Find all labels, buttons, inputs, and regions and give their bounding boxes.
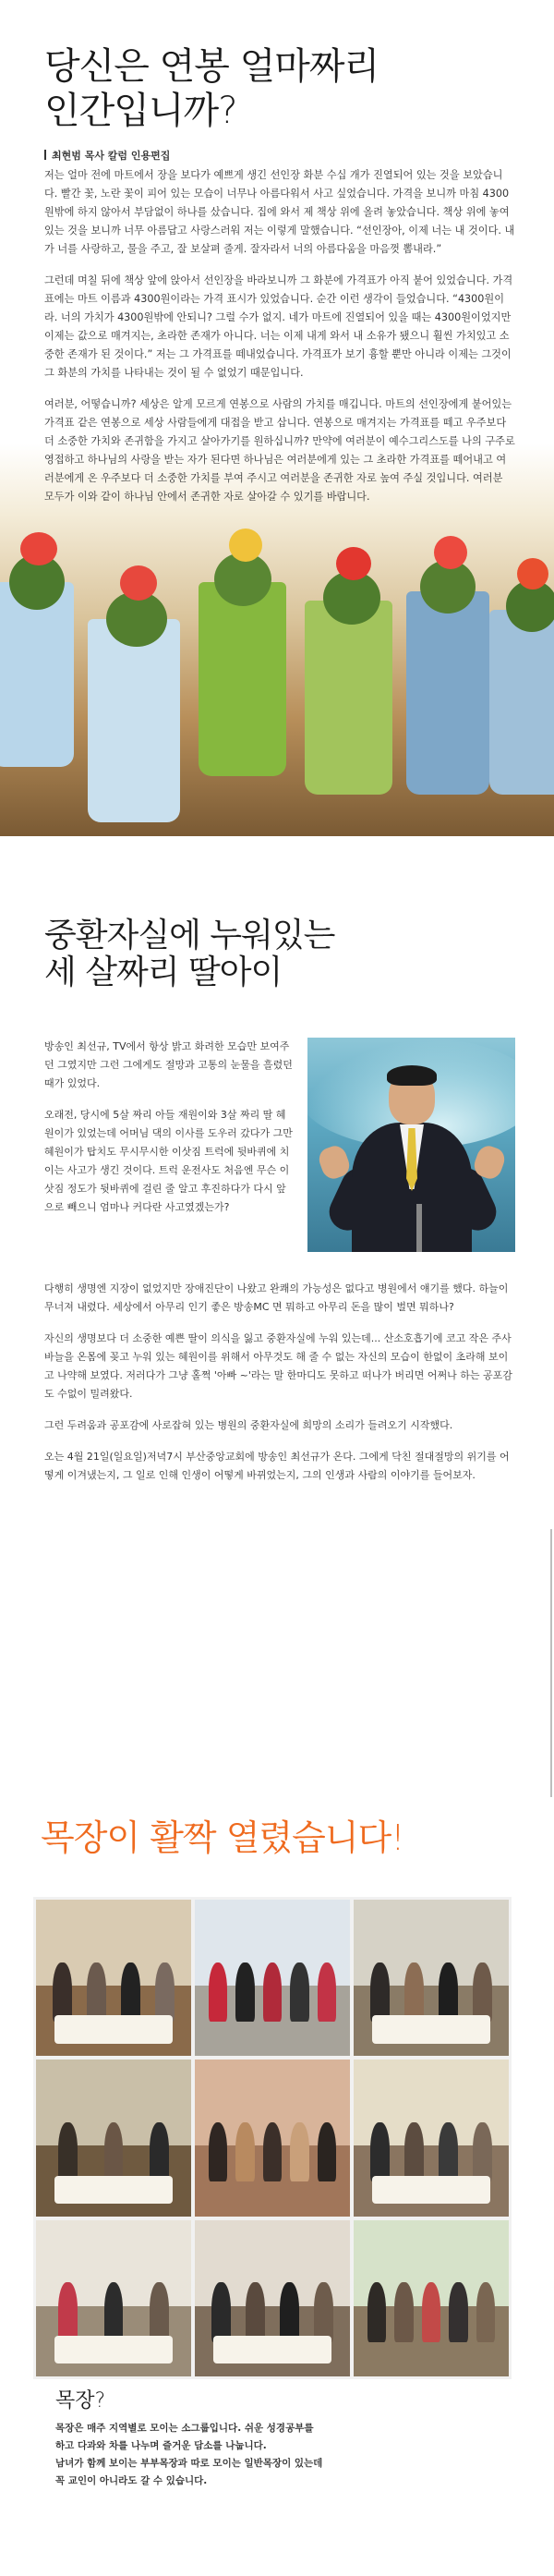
article1-paragraph: 여러분, 어떻습니까? 세상은 알게 모르게 연봉으로 사람의 가치를 매깁니다. 마트의 선인장에게 붙어있는 가격표 같은 연봉으로 세상 사람들에게 대접을 받고 삽니다. 연봉으로 매겨지는 가격표를 떼고 우주보다 더 소중한 가치와 존귀함을 가지고 살아가기를 원하십니까? 만약에 여러분이 예수그리스도를 나의 구주로 영접하고 하나님의 사랑을 받는 자가 된다면 하나님은 여러분에게 있는 그 초라한 가격표를 떼어내고 여러분에게 온 우주보다 더 소중한 가치를 부여 주시고 여러분을 존귀한 자로 높여 주실 것입니다. 여러분 모두가 이와 같이 하나님 안에서 존귀한 자로 살아갈 수 있기를 바랍니다.	[44, 398, 515, 503]
article2-title-line1: 중환자실에 누워있는	[44, 917, 335, 954]
article3-body-line: 꼭 교인이 아니라도 갈 수 있습니다.	[55, 2475, 208, 2486]
group-photo	[36, 2220, 191, 2376]
article1-paragraph: 저는 얼마 전에 마트에서 장을 보다가 예쁘게 생긴 선인장 화분 수십 개가 진열되어 있는 것을 보았습니다. 빨간 꽃, 노란 꽃이 피어 있는 모습이 너무나 아름다워서 사고 싶었습니다. 가격을 보니까 마침 4300원밖에 하지 않아서 부담없이 하나를 샀습니다. 집에 와서 제 책상 위에 올려 놓았습니다. 책상 위에 놓여있는 것을 보니까 너무 아름답고 사랑스러워 저는 이렇게 말했습니다. “선인장아, 이제 너는 내 것이다. 내가 너를 사랑하고, 물을 주고, 잘 보살펴 줄게. 잘자라서 너의 아름다움을 마음껏 뽐내라.”	[44, 169, 515, 255]
article2-paragraph: 자신의 생명보다 더 소중한 예쁜 딸이 의식을 잃고 중환자실에 누워 있는데... 산소호흡기에 코고 작은 주사바늘을 온몸에 꽂고 누워 있는 혜원이를 위해서 아무것도 해 줄 수 없는 자신의 모습이 한없이 초라해 보이고 나약해 보였다. 저러다가 그냥 홀쩍 '아빠 ~'라는 말 한마디도 못하고 떠나가 버리면 어쩌나 하는 공포감도 수없이 밀려왔다.	[44, 1332, 512, 1400]
article-icu-daughter	[0, 836, 554, 1751]
article3-subhead: 목장?	[55, 2389, 106, 2412]
group-photo	[195, 1900, 350, 2056]
article2-title-line2: 세 살짜리 딸아이	[44, 954, 283, 991]
group-photo	[354, 2220, 509, 2376]
article2-body-main	[44, 1280, 517, 1498]
article1-title-line1: 당신은 연봉 얼마짜리	[44, 45, 379, 88]
article2-paragraph: 그런 두려움과 공포감에 사로잡혀 있는 병원의 중환자실에 희망의 소리가 들려오기 시작했다.	[44, 1419, 453, 1431]
article2-paragraph: 오는 4월 21일(일요일)저녁7시 부산중앙교회에 방송인 최선규가 온다. 그에게 닥친 절대절망의 위기를 어떻게 이겨냈는지, 그 일로 인해 인생이 어떻게 바뀌었는지, 그의 인생과 사람의 이야기를 들어보자.	[44, 1451, 510, 1481]
article1-paragraph: 그런데 며칠 뒤에 책상 앞에 앉아서 선인장을 바라보니까 그 화분에 가격표가 아직 붙어 있었습니다. 가격표에는 마트 이름과 4300원이라는 가격 표시가 있었습니다. 순간 이런 생각이 들었습니다. “4300원이라. 너의 가치가 4300원밖에 안되니? 그럴 수가 없지. 네가 마트에 진열되어 있을 때는 4300원이었지만 이제는 값으로 매겨지는, 초라한 존재가 아니다. 너는 이제 내게 와서 내 소유가 됐으니 훨씬 가치있고 소중한 존재가 된 것이다.” 저는 그 가격표를 떼내었습니다. 가격표가 보기 흉할 뿐만 아니라 이제는 그것이 그 화분의 가치를 나타내는 것이 될 수 없었기 때문입니다.	[44, 274, 513, 379]
article-small-groups	[0, 1751, 554, 2576]
article2-paragraph: 방송인 최선규, TV에서 항상 밝고 화려한 모습만 보여주던 그였지만 그런 그에게도 절망과 고통의 눈물을 흘렸던 때가 있었다.	[44, 1040, 293, 1089]
article2-title	[44, 917, 334, 991]
article-salary-column	[0, 0, 554, 836]
article3-body-line: 하고 다과와 차를 나누며 즐거운 담소를 나눕니다.	[55, 2440, 267, 2451]
article1-byline: 최현범 목사 칼럼 인용편집	[44, 148, 170, 163]
article1-body	[44, 166, 515, 519]
article2-paragraph: 오래전, 당시에 5살 짜리 아들 재원이와 3살 짜리 딸 혜원이가 있었는데 어머님 댁의 이사를 도우러 갔다가 그만 혜원이가 탑치도 무시무시한 이삿짐 트럭에 뒷바퀴에 치이는 사고가 생긴 것이다. 트럭 운전사도 처음엔 무슨 이삿짐 정도가 뒷바퀴에 걸린 줄 알고 후진하다가 다시 앞으로 빼으니 엄마나 커다란 사고였겠는가?	[44, 1109, 293, 1213]
article2-body-intro	[44, 1038, 294, 1230]
group-photo	[354, 1900, 509, 2056]
group-photo	[36, 2060, 191, 2216]
article1-title-line2: 인간입니까?	[44, 90, 237, 132]
article3-body-line: 남녀가 함께 보이는 부부목장과 따로 모이는 일반목장이 있는데	[55, 2458, 323, 2469]
group-photo	[36, 1900, 191, 2056]
article1-title	[44, 44, 506, 133]
article3-body	[55, 2420, 480, 2490]
group-photo	[195, 2060, 350, 2216]
group-photo	[195, 2220, 350, 2376]
speaker-photo	[307, 1038, 515, 1252]
article3-title: 목장이 활짝 열렸습니다!	[41, 1817, 404, 1858]
article2-paragraph: 다행히 생명엔 지장이 없었지만 장애진단이 나왔고 완쾌의 가능성은 없다고 병원에서 얘기를 했다. 하늘이 무너져 내렸다. 세상에서 아무리 인기 좋은 방송MC 면 뭐하고 아무리 돈을 많이 벌면 뭐하나?	[44, 1282, 509, 1313]
group-photo	[354, 2060, 509, 2216]
small-group-photo-collage	[33, 1897, 512, 2379]
article3-body-line: 목장은 매주 지역별로 모이는 소그룹입니다. 쉬운 성경공부를	[55, 2423, 314, 2434]
